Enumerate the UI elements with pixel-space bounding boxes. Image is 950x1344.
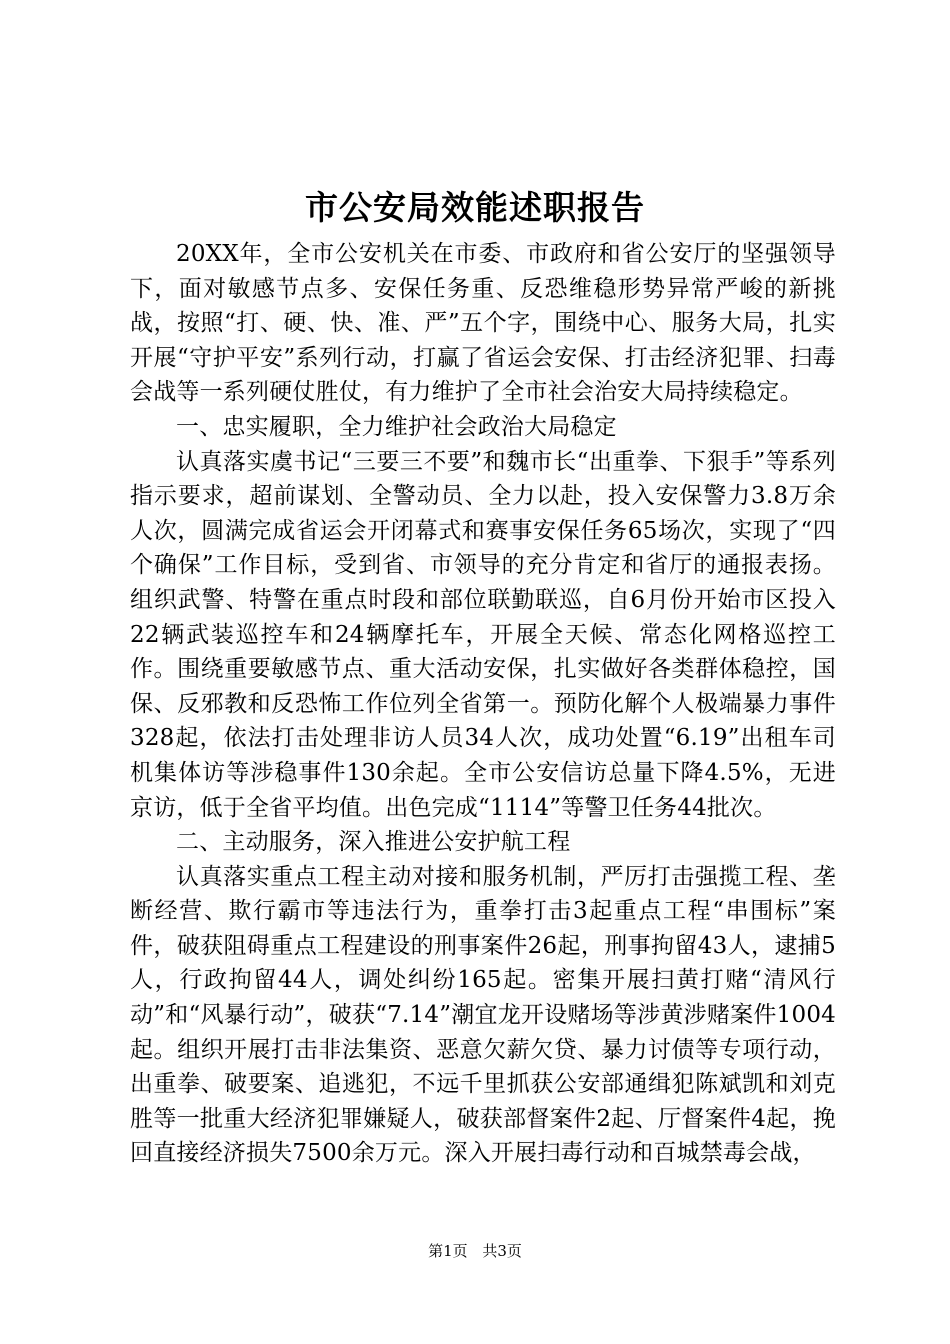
page-total: 共3页 — [482, 1242, 522, 1260]
document-title: 市公安局效能述职报告 — [305, 188, 645, 227]
intro-paragraph: 20XX年，全市公安机关在市委、市政府和省公安厅的坚强领导下，面对敏感节点多、安保任务重、反恐维稳形势异常严峻的新挑战，按照“打、硬、快、准、严”五个字，围绕中心、服务大局，扎实开展“守护平安”系列行动，打赢了省运会安保、打击经济犯罪、扫毒会战等一系列硬仗胜仗，有力维护了全市社会治安大局持续稳定。 — [130, 241, 836, 406]
section-paragraph-2: 认真落实重点工程主动对接和服务机制，严厉打击强揽工程、垄断经营、欺行霸市等违法行为，重拳打击3起重点工程“串围标”案件，破获阻碍重点工程建设的刑事案件26起，刑事拘留43人，逮捕5人，行政拘留44人，调处纠纷165起。密集开展扫黄打赌“清风行动”和“风暴行动”，破获“7.14”潮宜龙开设赌场等涉黄涉赌案件1004起。组织开展打击非法集资、恶意欠薪欠贷、暴力讨债等专项行动，出重拳、破要案、追逃犯，不远千里抓获公安部通缉犯陈斌凯和刘克胜等一批重大经济犯罪嫌疑人，破获部督案件2起、厅督案件4起，挽回直接经济损失7500余万元。深入开展扫毒行动和百城禁毒会战， — [130, 863, 836, 1167]
page-number: 第1页 — [428, 1242, 468, 1260]
section-paragraph-1: 认真落实虞书记“三要三不要”和魏市长“出重拳、下狠手”等系列指示要求，超前谋划、全警动员、全力以赴，投入安保警力3.8万余人次，圆满完成省运会开闭幕式和赛事安保任务65场次，实现了“四个确保”工作目标，受到省、市领导的充分肯定和省厅的通报表扬。组织武警、特警在重点时段和部位联勤联巡，自6月份开始市区投入22辆武装巡控车和24辆摩托车，开展全天候、常态化网格巡控工作。围绕重要敏感节点、重大活动安保，扎实做好各类群体稳控，国保、反邪教和反恐怖工作位列全省第一。预防化解个人极端暴力事件328起，依法打击处理非访人员34人次，成功处置“6.19”出租车司机集体访等涉稳事件130余起。全市公安信访总量下降4.5%，无进京访，低于全省平均值。出色完成“1114”等警卫任务44批次。 — [130, 448, 836, 821]
section-heading-1: 一、忠实履职，全力维护社会政治大局稳定 — [176, 413, 617, 440]
page-footer — [0, 1240, 950, 1262]
document-body — [130, 237, 836, 1171]
section-heading-2: 二、主动服务，深入推进公安护航工程 — [176, 829, 571, 856]
